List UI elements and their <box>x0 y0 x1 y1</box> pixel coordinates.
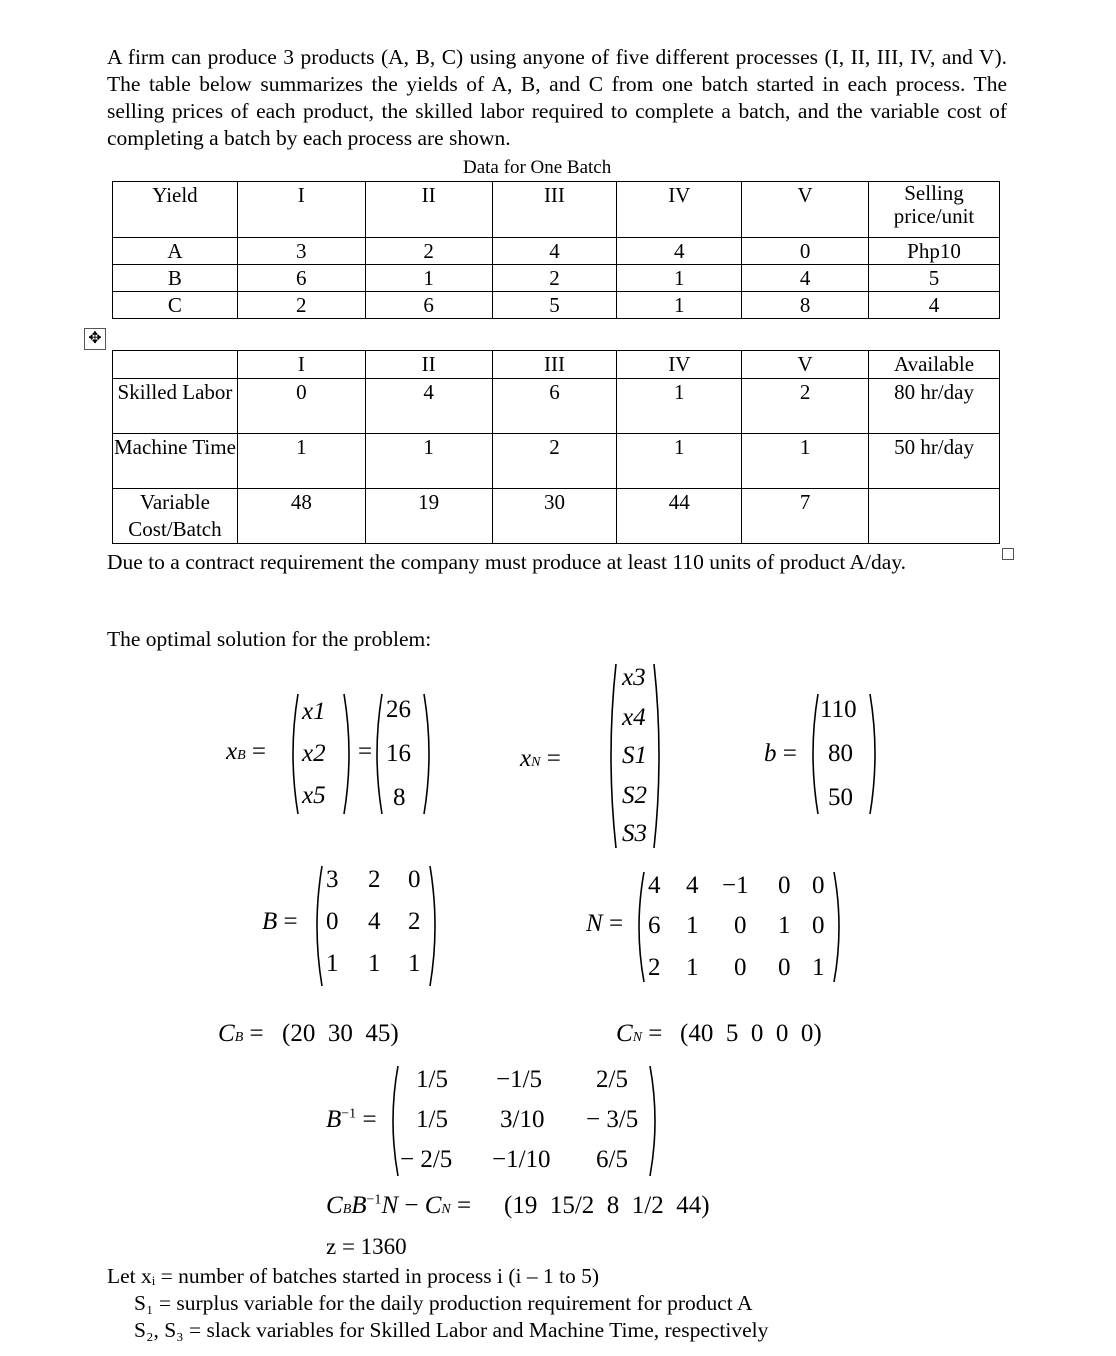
xB-var: x2 <box>302 740 326 767</box>
matrix-cell: 6/5 <box>596 1146 628 1173</box>
resource-header-cell <box>113 351 238 379</box>
table-cell: 1 <box>617 434 742 489</box>
table-cell: 1 <box>365 265 492 292</box>
table-row <box>113 489 1000 544</box>
resource-header-cell: V <box>742 351 869 379</box>
yield-table <box>112 181 1000 319</box>
yield-header-cell: IV <box>617 182 742 238</box>
table-cell: 6 <box>492 379 617 434</box>
table-cell: 6 <box>365 292 492 319</box>
matrix-cell: 0 <box>734 954 747 981</box>
table-cell: 0 <box>742 238 869 265</box>
table-cell: 0 <box>237 379 365 434</box>
resource-header-cell: II <box>365 351 492 379</box>
table-cell: 48 <box>237 489 365 544</box>
table-cell: 2 <box>492 265 617 292</box>
matrix-cell: 3 <box>326 866 339 893</box>
CB-value: (20 30 45) <box>282 1020 399 1047</box>
xN-var: S2 <box>622 782 647 809</box>
xN-label: xN = <box>520 745 561 772</box>
table-cell: 4 <box>742 265 869 292</box>
contract-note: Due to a contract requirement the company must produce at least 110 units of product A/day. <box>107 550 907 574</box>
yield-header-cell: V <box>742 182 869 238</box>
matrix-cell: −1/10 <box>492 1146 551 1173</box>
table-cell: 7 <box>742 489 869 544</box>
matrix-cell: −1/5 <box>496 1066 543 1093</box>
table-cell <box>869 489 1000 544</box>
table-row <box>113 265 1000 292</box>
table-cell: 2 <box>365 238 492 265</box>
b-label: b = <box>764 740 797 767</box>
matrix-cell: 4 <box>648 872 661 899</box>
resize-handle-icon[interactable] <box>1002 548 1014 560</box>
table-cell: Php10 <box>869 238 1000 265</box>
table-cell: 4 <box>869 292 1000 319</box>
xN-var: S3 <box>622 820 647 847</box>
matrix-cell: 1 <box>778 912 791 939</box>
matrix-cell: 0 <box>734 912 747 939</box>
matrix-cell: 1/5 <box>416 1066 448 1093</box>
table-cell: 50 hr/day <box>869 434 1000 489</box>
matrix-cell: 4 <box>686 872 699 899</box>
table-cell: 5 <box>492 292 617 319</box>
Binv-label: $B^{-1}$ = <box>326 1106 377 1133</box>
yield-header-cell: II <box>365 182 492 238</box>
b-value: 80 <box>828 740 853 767</box>
table-cell: 1 <box>617 265 742 292</box>
matrix-cell: 0 <box>778 872 791 899</box>
table-cell: 2 <box>492 434 617 489</box>
table-row <box>113 434 1000 489</box>
B-label: B = <box>262 908 298 935</box>
b-value: 110 <box>820 696 857 723</box>
table-cell: C <box>113 292 238 319</box>
matrix-cell: 1 <box>812 954 825 981</box>
N-label: N = <box>586 910 624 937</box>
matrix-cell: 0 <box>812 872 825 899</box>
definition-line: S₁ = surplus variable for the daily production requirement for product A <box>134 1291 753 1315</box>
matrix-cell: 4 <box>368 908 381 935</box>
table-cell: 1 <box>617 292 742 319</box>
yield-header-row <box>113 182 1000 238</box>
yield-header-cell: Selling price/unit <box>869 182 1000 238</box>
xB-var: x5 <box>302 782 326 809</box>
xB-value: 26 <box>386 696 411 723</box>
table-cell: 4 <box>365 379 492 434</box>
table-cell: 1 <box>617 379 742 434</box>
resource-header-cell: III <box>492 351 617 379</box>
matrix-cell: 0 <box>326 908 339 935</box>
matrix-cell: 1 <box>686 954 699 981</box>
row-label: Variable Cost/Batch <box>113 489 238 544</box>
matrix-cell: 2/5 <box>596 1066 628 1093</box>
table-cell: 1 <box>742 434 869 489</box>
matrix-cell: 2 <box>368 866 381 893</box>
matrix-cell: −1 <box>722 872 749 899</box>
matrix-cell: − 3/5 <box>586 1106 639 1133</box>
table-cell: 5 <box>869 265 1000 292</box>
matrix-cell: 0 <box>408 866 421 893</box>
resource-header-cell: Available <box>869 351 1000 379</box>
xB-value: 16 <box>386 740 411 767</box>
table-cell: 1 <box>237 434 365 489</box>
matrix-cell: 1 <box>686 912 699 939</box>
resource-header-cell: I <box>237 351 365 379</box>
row-label: Machine Time <box>113 434 238 489</box>
xB-value: 8 <box>393 784 406 811</box>
matrix-cell: 0 <box>778 954 791 981</box>
definition-line: S₂, S₃ = slack variables for Skilled Labor and Machine Time, respectively <box>134 1318 769 1342</box>
resource-header-row <box>113 351 1000 379</box>
table-cell: 8 <box>742 292 869 319</box>
table-row <box>113 238 1000 265</box>
xN-var: x3 <box>622 664 646 691</box>
table-cell: 4 <box>617 238 742 265</box>
matrix-cell: − 2/5 <box>400 1146 453 1173</box>
objective-value: z = 1360 <box>326 1234 407 1259</box>
table-cell: 1 <box>365 434 492 489</box>
yield-header-cell: III <box>492 182 617 238</box>
resource-table <box>112 350 1000 544</box>
CB-label: CB = <box>218 1020 264 1047</box>
yield-header-cell: Yield <box>113 182 238 238</box>
matrix-cell: 6 <box>648 912 661 939</box>
matrix-cell: 2 <box>408 908 421 935</box>
matrix-cell: 3/10 <box>500 1106 545 1133</box>
reduced-cost-value: (19 15/2 8 1/2 44) <box>504 1192 710 1219</box>
resource-header-cell: IV <box>617 351 742 379</box>
table-cell: 19 <box>365 489 492 544</box>
table-cell: 2 <box>742 379 869 434</box>
table-cell: 80 hr/day <box>869 379 1000 434</box>
xB-var: x1 <box>302 698 326 725</box>
problem-intro: A firm can produce 3 products (A, B, C) using anyone of five different processes (I, II, III, IV, and V). The table below summarizes the yields of A, B, and C from one batch started in each process. The selling prices of each product, the skilled labor required to complete a batch, and the variable cost of completing a batch by each process are shown. <box>107 45 1007 150</box>
reduced-cost-label: $CBB^{-1}N$ − CN = <box>326 1192 472 1219</box>
matrix-cell: 0 <box>812 912 825 939</box>
CN-value: (40 5 0 0 0) <box>680 1020 822 1047</box>
table-caption: Data for One Batch <box>463 157 612 178</box>
table-cell: 30 <box>492 489 617 544</box>
CN-label: CN = <box>616 1020 663 1047</box>
table-row <box>113 379 1000 434</box>
equals-sign: = <box>358 738 373 765</box>
xN-var: S1 <box>622 742 647 769</box>
b-value: 50 <box>828 784 853 811</box>
definition-line: Let xᵢ = number of batches started in process i (i – 1 to 5) <box>107 1264 600 1288</box>
table-cell: 44 <box>617 489 742 544</box>
table-cell: A <box>113 238 238 265</box>
move-icon[interactable]: ✥ <box>84 328 106 350</box>
xN-var: x4 <box>622 704 646 731</box>
table-cell: 4 <box>492 238 617 265</box>
table-cell: B <box>113 265 238 292</box>
matrix-cell: 1 <box>326 950 339 977</box>
matrix-cell: 2 <box>648 954 661 981</box>
table-row <box>113 292 1000 319</box>
table-cell: 3 <box>237 238 365 265</box>
row-label: Skilled Labor <box>113 379 238 434</box>
matrix-cell: 1/5 <box>416 1106 448 1133</box>
table-cell: 6 <box>237 265 365 292</box>
matrix-cell: 1 <box>408 950 421 977</box>
optimal-heading: The optimal solution for the problem: <box>107 627 432 651</box>
xB-label: xB = <box>226 738 267 765</box>
matrix-cell: 1 <box>368 950 381 977</box>
yield-header-cell: I <box>237 182 365 238</box>
table-cell: 2 <box>237 292 365 319</box>
